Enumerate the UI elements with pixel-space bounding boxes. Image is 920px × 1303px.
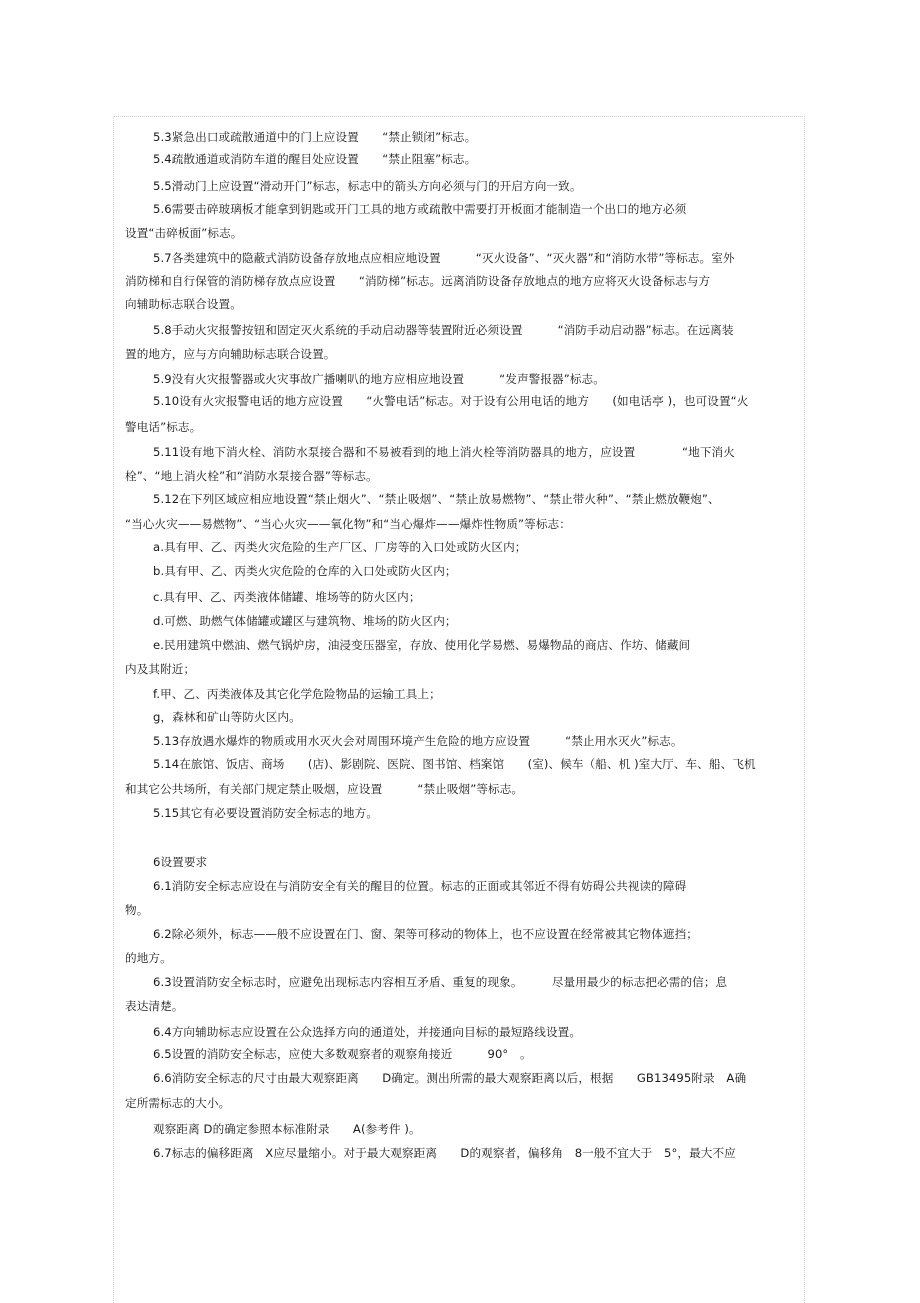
section-heading: 6设置要求 (153, 855, 208, 869)
text-line: 向辅助标志联合设置。 (125, 297, 242, 311)
text-line: 的地方。 (125, 951, 172, 965)
text-line: 栓”、“地上消火栓”和“消防水泵接合器”等标志。 (125, 469, 378, 483)
text-line: a.具有甲、乙、丙类火灾危险的生产厂区、厂房等的入口处或防火区内； (153, 540, 527, 554)
text-line: 5.11设有地下消火栓、消防水泵接合器和不易被看到的地上消火栓等消防器具的地方，应设置 “地下消火 (153, 445, 735, 459)
text-line: 观察距离 D的确定参照本标准附录 A(参考件 )。 (153, 1122, 421, 1136)
text-line: 和其它公共场所，有关部门规定禁止吸烟，应设置 “禁止吸烟”等标志。 (125, 782, 524, 796)
text-line: 6.1消防安全标志应设在与消防安全有关的醒目的位置。标志的正面或其邻近不得有妨碍公共视读的障碍 (153, 879, 687, 893)
text-line: 5.3紧急出口或疏散通道中的门上应设置 “禁止锁闭”标志。 (153, 130, 477, 144)
text-line: 5.7各类建筑中的隐蔽式消防设备存放地点应相应地设置 “灭火设备”、“灭火器”和“消防水带”等标志。室外 (153, 251, 735, 265)
text-line: 警电话”标志。 (125, 420, 202, 434)
text-line: 6.7标志的偏移距离 X应尽量缩小。对于最大观察距离 D的观察者，偏移角 8一般不宜大于 5°，最大不应 (153, 1146, 736, 1160)
text-line: 6.2除必须外，标志——般不应设置在门、窗、架等可移动的物体上，也不应设置在经常被其它物体遮挡； (153, 927, 698, 941)
text-line: 定所需标志的大小。 (125, 1096, 231, 1110)
text-line: 设置“击碎板面”标志。 (125, 226, 243, 240)
text-line: e.民用建筑中燃油、燃气锅炉房，油浸变压器室，存放、使用化学易燃、易爆物品的商店、作坊、储藏间 (153, 638, 691, 652)
text-line: 5.10设有火灾报警电话的地方应设置 “火警电话”标志。对于设有公用电话的地方 (如电话亭 )，也可设置“火 (153, 394, 749, 408)
text-line: 内及其附近； (125, 662, 196, 676)
text-line: b.具有甲、乙、丙类火灾危险的仓库的入口处或防火区内； (153, 564, 457, 578)
text-line: 6.3设置消防安全标志时，应避免出现标志内容相互矛盾、重复的现象。 尽量用最少的标志把必需的信；息 (153, 975, 728, 989)
text-line: d.可燃、助燃气体储罐或罐区与建筑物、堆场的防火区内； (153, 614, 457, 628)
text-line: “当心火灾——易燃物”、“当心火灾——氧化物”和“当心爆炸——爆炸性物质”等标志： (125, 517, 571, 531)
text-line: 物。 (125, 903, 149, 917)
text-line: 表达清楚。 (125, 999, 184, 1013)
text-line: 5.15其它有必要设置消防安全标志的地方。 (153, 806, 379, 820)
text-line: 6.4方向辅助标志应设置在公众选择方向的通道处，并接通向目标的最短路线设置。 (153, 1025, 582, 1039)
text-line: 5.13存放遇水爆炸的物质或用水灭火会对周围环境产生危险的地方应设置 “禁止用水灭火”标志。 (153, 734, 683, 748)
text-line: 5.12在下列区域应相应地设置“禁止烟火”、“禁止吸烟”、“禁止放易燃物”、“禁止带火种”、“禁止燃放鞭炮”、 (153, 492, 720, 506)
text-line: c.具有甲、乙、丙类液体储罐、堆场等的防火区内； (153, 590, 421, 604)
text-line: 5.9没有火灾报警器或火灾事故广播喇叭的地方应相应地设置 “发声警报器”标志。 (153, 372, 605, 386)
text-line: 6.5设置的消防安全标志，应使大多数观察者的观察角接近 90° 。 (153, 1047, 532, 1061)
text-line: 5.14在旅馆、饭店、商场 (店)、影剧院、医院、图书馆、档案馆 (室)、候车（船、机 )室大厅、车、船、飞机 (153, 757, 756, 771)
text-line: 5.6需要击碎玻璃板才能拿到钥匙或开门工具的地方或疏散中需要打开板面才能制造一个出口的地方必须 (153, 202, 687, 216)
text-line: 消防梯和自行保管的消防梯存放点应设置 “消防梯”标志。远离消防设备存放地点的地方应将灭火设备标志与方 (125, 274, 711, 288)
text-line: f.甲、乙、丙类液体及其它化学危险物品的运输工具上； (153, 687, 441, 701)
text-line: 置的地方，应与方向辅助标志联合设置。 (125, 347, 336, 361)
text-line: 5.8手动火灾报警按钮和固定灭火系统的手动启动器等装置附近必须设置 “消防手动启动器”标志。在远离装 (153, 323, 734, 337)
text-line: 6.6消防安全标志的尺寸由最大观察距离 D确定。测出所需的最大观察距离以后，根据 GB13495附录 A确 (153, 1071, 747, 1085)
text-line: 5.5滑动门上应设置“滑动开门”标志，标志中的箭头方向必须与门的开启方向一致。 (153, 179, 582, 193)
text-line: 5.4疏散通道或消防车道的醒目处应设置 “禁止阻塞”标志。 (153, 152, 477, 166)
text-line: g，森林和矿山等防火区内。 (153, 710, 301, 724)
